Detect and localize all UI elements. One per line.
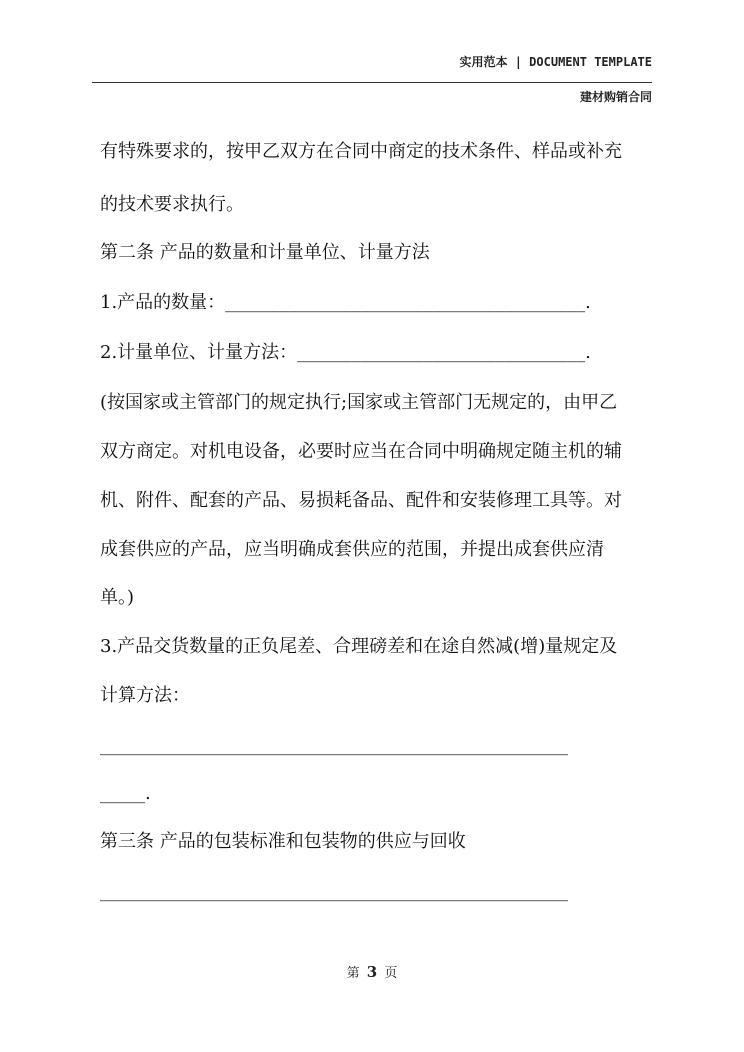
body-line-10: 单。) (100, 587, 135, 608)
blank-line-2: _____. (100, 783, 151, 804)
body-line-1: 有特殊要求的，按甲乙双方在合同中商定的技术条件、样品或补充 (100, 141, 622, 162)
article-3-heading: 第三条 产品的包装标准和包装物的供应与回收 (100, 831, 466, 852)
body-line-9: 成套供应的产品，应当明确成套供应的范围，并提出成套供应清 (100, 539, 604, 560)
document-title: 建材购销合同 (579, 90, 652, 104)
body-line-7: 双方商定。对机电设备，必要时应当在合同中明确规定随主机的辅 (100, 441, 622, 462)
header-divider (92, 82, 652, 83)
page-suffix: 页 (384, 966, 398, 981)
page-number: 3 (366, 963, 378, 981)
page-footer (0, 962, 744, 981)
blank-line-3: ____________________________________________________ (100, 881, 568, 902)
quantity-line: 1.产品的数量：________________________________________. (100, 292, 591, 313)
article-2-heading: 第二条 产品的数量和计量单位、计量方法 (100, 242, 430, 263)
header-title: 实用范本 | DOCUMENT TEMPLATE (459, 55, 652, 69)
body-line-12: 计算方法： (100, 685, 190, 706)
body-line-8: 机、附件、配套的产品、易损耗备品、配件和安装修理工具等。对 (100, 490, 622, 511)
unit-method-line: 2.计量单位、计量方法：________________________________. (100, 342, 591, 363)
tolerance-line: 3.产品交货数量的正负尾差、合理磅差和在途自然减(增)量规定及 (100, 636, 618, 657)
page-prefix: 第 (346, 966, 360, 981)
body-line-6: (按国家或主管部门的规定执行;国家或主管部门无规定的，由甲乙 (100, 392, 618, 413)
body-line-2: 的技术要求执行。 (100, 194, 244, 215)
blank-line-1: ____________________________________________________ (100, 735, 568, 756)
